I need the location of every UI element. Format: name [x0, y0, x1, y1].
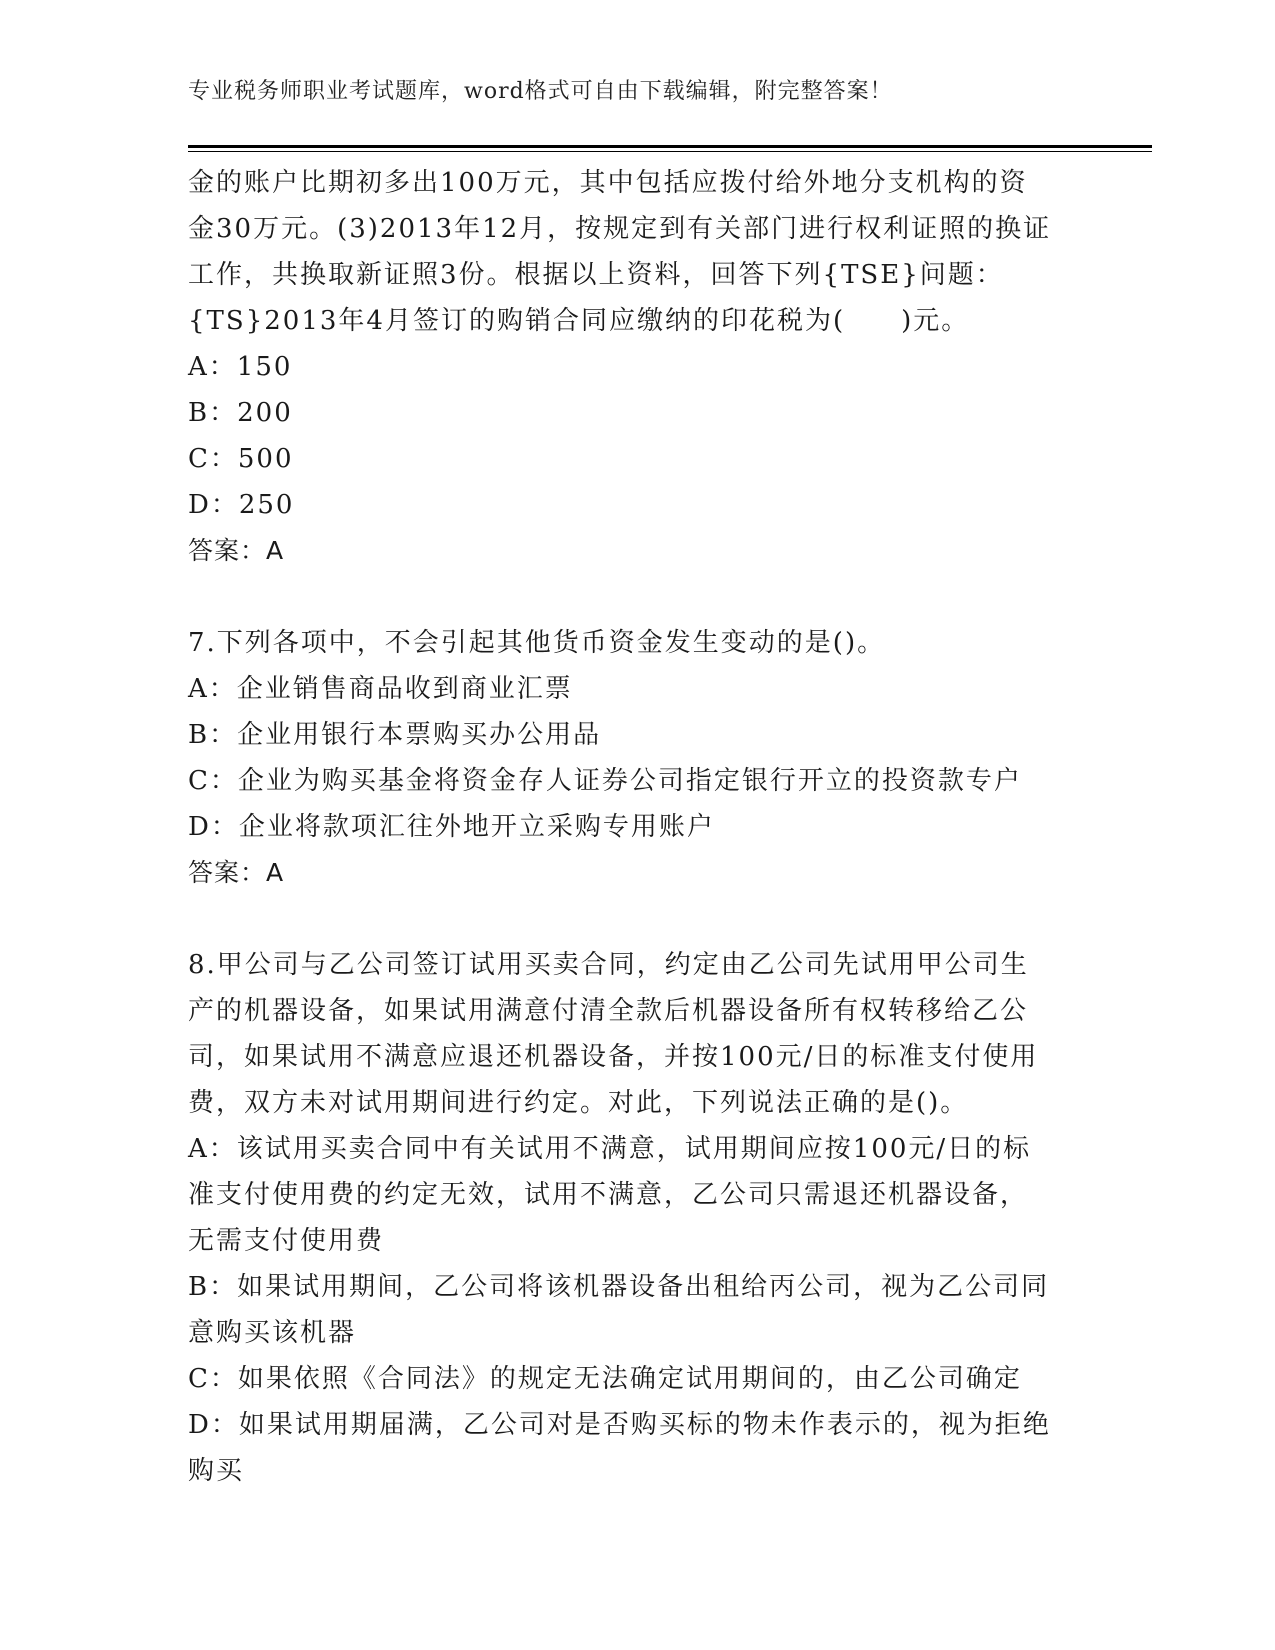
- question-6-text-line: {TS}2013年4月签订的购销合同应缴纳的印花税为( )元。: [188, 306, 970, 336]
- question-7-option-b: B：企业用银行本票购买办公用品: [188, 720, 602, 750]
- question-8-option-b-line: 意购买该机器: [188, 1318, 357, 1348]
- question-6-option-a: A：150: [188, 352, 293, 382]
- question-8-text-line: 产的机器设备，如果试用满意付清全款后机器设备所有权转移给乙公: [188, 996, 1029, 1026]
- page-header: 专业税务师职业考试题库，word格式可自由下载编辑，附完整答案！: [188, 79, 893, 104]
- header-rule-thin: [188, 151, 1152, 152]
- question-8-text-line: 8.甲公司与乙公司签订试用买卖合同，约定由乙公司先试用甲公司生: [188, 950, 1029, 980]
- question-8: [188, 942, 1088, 1494]
- question-7-answer: 答案：A: [188, 858, 285, 887]
- question-6-text-line: 金30万元。(3)2013年12月，按规定到有关部门进行权利证照的换证: [188, 214, 1052, 244]
- question-8-option-a-line: A：该试用买卖合同中有关试用不满意，试用期间应按100元/日的标: [188, 1134, 1032, 1164]
- question-8-option-c: C：如果依照《合同法》的规定无法确定试用期间的，由乙公司确定: [188, 1364, 1022, 1394]
- question-6-text-line: 金的账户比期初多出100万元，其中包括应拨付给外地分支机构的资: [188, 168, 1028, 198]
- question-6-option-b: B：200: [188, 398, 293, 428]
- question-7-option-c: C：企业为购买基金将资金存人证券公司指定银行开立的投资款专户: [188, 766, 1022, 796]
- question-7-text-line: 7.下列各项中，不会引起其他货币资金发生变动的是()。: [188, 628, 886, 658]
- question-6-text-line: 工作，共换取新证照3份。根据以上资料，回答下列{TSE}问题：: [188, 260, 1004, 290]
- spacer: [188, 896, 1088, 942]
- question-8-option-d-line: 购买: [188, 1456, 245, 1486]
- question-8-option-b-line: B：如果试用期间，乙公司将该机器设备出租给丙公司，视为乙公司同: [188, 1272, 1050, 1302]
- spacer: [188, 574, 1088, 620]
- question-6-option-d: D：250: [188, 490, 295, 520]
- question-7: [188, 620, 1088, 896]
- question-8-option-a-line: 准支付使用费的约定无效，试用不满意，乙公司只需退还机器设备，: [188, 1180, 1029, 1210]
- question-7-option-d: D：企业将款项汇往外地开立采购专用账户: [188, 812, 715, 842]
- header-rule-thick: [188, 145, 1152, 148]
- question-6: [188, 160, 1088, 574]
- document-body: [188, 160, 1088, 1494]
- question-7-option-a: A：企业销售商品收到商业汇票: [188, 674, 573, 704]
- question-6-answer: 答案：A: [188, 536, 285, 565]
- question-8-option-d-line: D：如果试用期届满，乙公司对是否购买标的物未作表示的，视为拒绝: [188, 1410, 1051, 1440]
- question-8-text-line: 费，双方未对试用期间进行约定。对此，下列说法正确的是()。: [188, 1088, 969, 1118]
- question-8-text-line: 司，如果试用不满意应退还机器设备，并按100元/日的标准支付使用: [188, 1042, 1039, 1072]
- question-8-option-a-line: 无需支付使用费: [188, 1226, 385, 1256]
- question-6-option-c: C：500: [188, 444, 294, 474]
